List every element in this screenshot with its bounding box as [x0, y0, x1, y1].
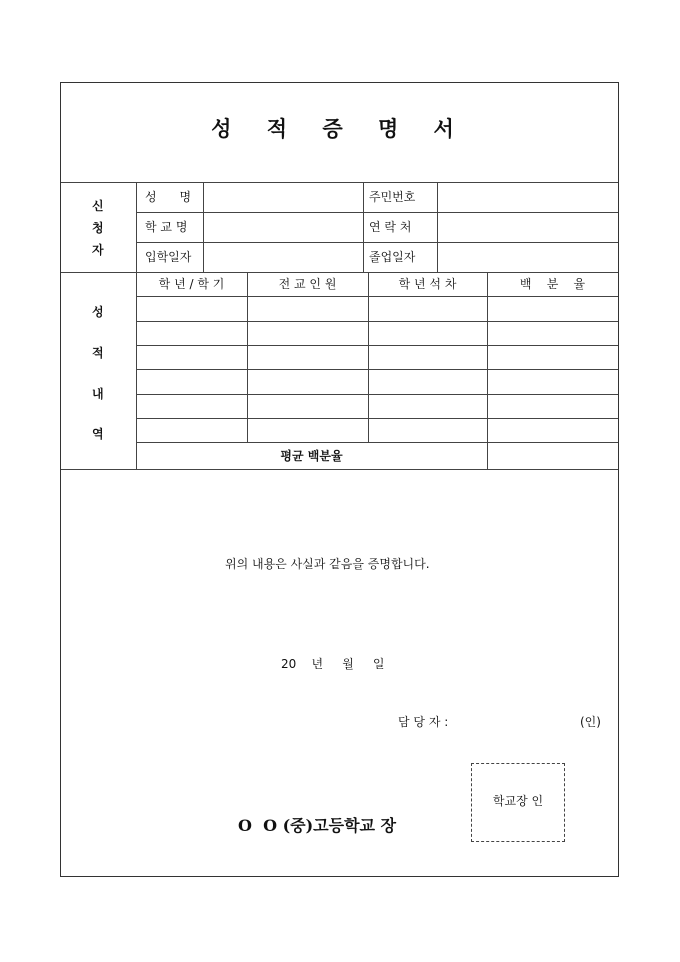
grid-line: [61, 272, 618, 273]
applicant-label-2: 청: [92, 221, 104, 235]
grid-line: [136, 242, 618, 243]
grid-line: [136, 369, 618, 370]
grid-line: [136, 182, 137, 469]
principal-name: O O (중)고등학교 장: [238, 816, 397, 835]
column-header-total-students: 전 교 인 원: [278, 277, 337, 291]
column-header-grade-term: 학 년 / 학 기: [158, 277, 225, 291]
graduation-date-label: 졸업일자: [369, 250, 416, 264]
grid-line: [363, 182, 364, 272]
certification-statement: 위의 내용은 사실과 같음을 증명합니다.: [225, 557, 430, 571]
manager-label: 담 당 자 :: [398, 715, 449, 729]
resident-number-label: 주민번호: [369, 190, 416, 204]
grid-line: [368, 272, 369, 442]
grid-line: [247, 272, 248, 442]
applicant-label-3: 자: [92, 243, 104, 257]
grid-line: [61, 182, 618, 183]
applicant-label-1: 신: [92, 199, 104, 213]
column-header-class-rank: 학 년 석 차: [398, 277, 457, 291]
grid-line: [136, 321, 618, 322]
issue-date-line: 20 년 월 일: [281, 657, 385, 671]
grades-label-3: 내: [92, 387, 104, 401]
grades-label-1: 성: [92, 305, 104, 319]
column-header-percentile: 백 분 율: [519, 277, 586, 291]
certificate-frame: [60, 82, 619, 877]
entry-date-label: 입학일자: [145, 250, 192, 264]
school-name-label: 학 교 명: [145, 220, 188, 234]
grid-line: [136, 418, 618, 419]
principal-seal-box: [471, 763, 565, 842]
grid-line: [136, 212, 618, 213]
grid-line: [61, 469, 618, 470]
grid-line: [487, 272, 488, 469]
grid-line: [136, 442, 618, 443]
grid-line: [437, 182, 438, 272]
grid-line: [136, 345, 618, 346]
seal-box-label: 학교장 인: [492, 794, 544, 808]
contact-label: 연 락 처: [369, 220, 412, 234]
name-label: 성 명: [145, 190, 192, 204]
document-title: 성 적 증 명 서: [211, 116, 468, 141]
seal-mark: (인): [580, 715, 601, 729]
grades-label-4: 역: [92, 427, 104, 441]
grid-line: [136, 296, 618, 297]
grid-line: [203, 182, 204, 272]
grades-label-2: 적: [92, 346, 104, 360]
average-percentile-label: 평균 백분율: [280, 449, 343, 463]
grid-line: [136, 394, 618, 395]
